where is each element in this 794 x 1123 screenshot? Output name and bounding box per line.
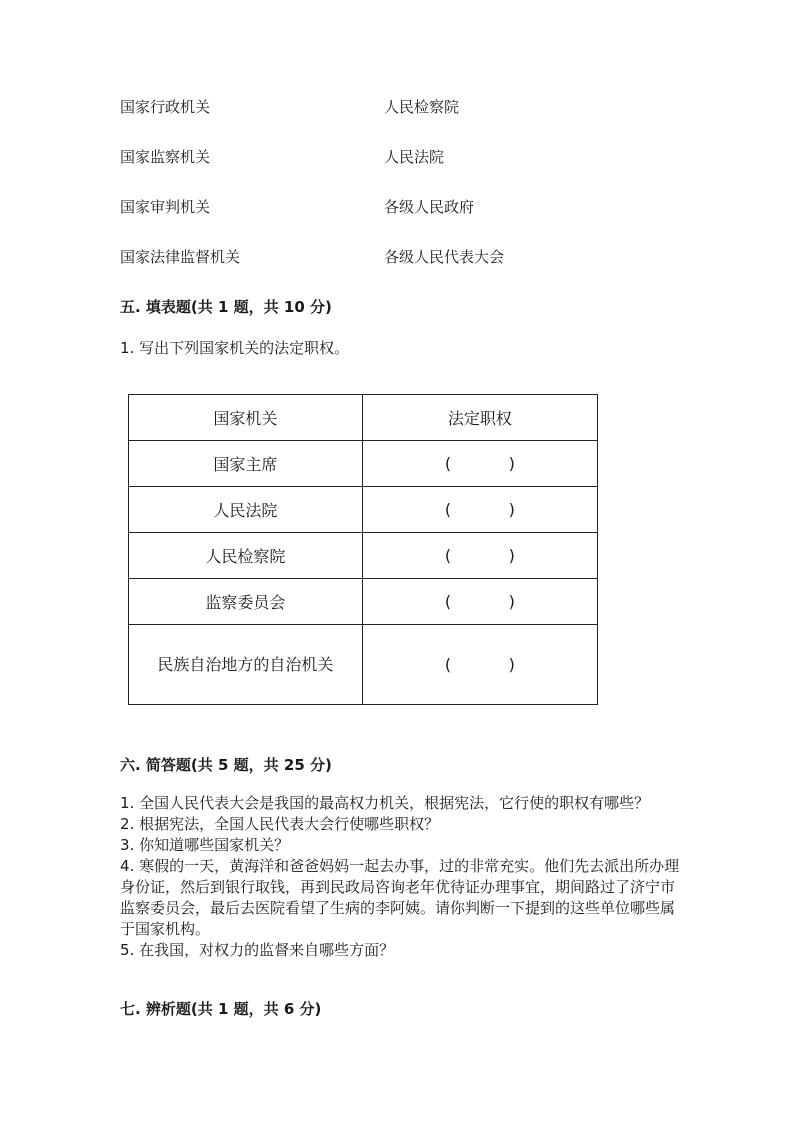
paren-open: ( bbox=[444, 546, 452, 565]
section-5-question: 1. 写出下列国家机关的法定职权。 bbox=[120, 339, 350, 357]
answer-blank[interactable] bbox=[362, 625, 597, 705]
paren-close: ) bbox=[508, 655, 515, 674]
matching-left-item: 国家审判机关 bbox=[120, 198, 211, 216]
matching-right-item: 人民检察院 bbox=[384, 98, 460, 116]
table-row bbox=[129, 441, 598, 487]
table-row bbox=[129, 625, 598, 705]
table-cell-organ bbox=[129, 625, 363, 705]
matching-row bbox=[120, 246, 680, 270]
short-answer-question: 4. 寒假的一天，黄海洋和爸爸妈妈一起去办事，过的非常充实。他们先去派出所办理身份证，然后到银行取钱，再到民政局咨询老年优待证办理事宜，期间路过了济宁市监察委员会，最后去医院看望了生病的李阿姨。请你判断一下提到的这些单位哪些属于国家机构。 bbox=[120, 857, 680, 938]
answer-blank[interactable] bbox=[362, 579, 597, 625]
paren-open: ( bbox=[444, 454, 452, 473]
organ-label-wrapped: 民族自治地方的自治机关 bbox=[157, 654, 334, 674]
section-6-title: 六. 简答题(共 5 题，共 25 分) bbox=[120, 756, 332, 774]
table-cell-organ: 人民检察院 bbox=[129, 533, 363, 579]
paren-close: ) bbox=[508, 546, 515, 565]
matching-row bbox=[120, 196, 680, 220]
paren-close: ) bbox=[508, 500, 515, 519]
matching-row bbox=[120, 96, 680, 120]
matching-left-item: 国家行政机关 bbox=[120, 98, 211, 116]
answer-blank[interactable] bbox=[362, 441, 597, 487]
table-cell-organ: 监察委员会 bbox=[129, 579, 363, 625]
table-cell-organ: 国家主席 bbox=[129, 441, 363, 487]
short-answer-question: 2. 根据宪法，全国人民代表大会行使哪些职权？ bbox=[120, 815, 440, 833]
matching-left-item: 国家法律监督机关 bbox=[120, 248, 241, 266]
table-row bbox=[129, 487, 598, 533]
answer-blank[interactable] bbox=[362, 533, 597, 579]
matching-right-item: 各级人民代表大会 bbox=[384, 248, 505, 266]
short-answer-question: 1. 全国人民代表大会是我国的最高权力机关，根据宪法，它行使的职权有哪些？ bbox=[120, 794, 650, 812]
matching-left-item: 国家监察机关 bbox=[120, 148, 211, 166]
table-header-powers: 法定职权 bbox=[362, 395, 597, 441]
paren-open: ( bbox=[444, 500, 452, 519]
matching-row bbox=[120, 146, 680, 170]
paren-close: ) bbox=[508, 454, 515, 473]
table-row bbox=[129, 533, 598, 579]
table-cell-organ: 人民法院 bbox=[129, 487, 363, 533]
table-row bbox=[129, 579, 598, 625]
short-answer-list bbox=[120, 793, 680, 961]
table-header-row bbox=[129, 395, 598, 441]
short-answer-question: 5. 在我国，对权力的监督来自哪些方面？ bbox=[120, 941, 395, 959]
paren-open: ( bbox=[444, 655, 452, 674]
matching-right-item: 各级人民政府 bbox=[384, 198, 475, 216]
paren-open: ( bbox=[444, 592, 452, 611]
short-answer-question: 3. 你知道哪些国家机关？ bbox=[120, 836, 290, 854]
section-5-title: 五. 填表题(共 1 题，共 10 分) bbox=[120, 298, 332, 316]
answer-blank[interactable] bbox=[362, 487, 597, 533]
paren-close: ) bbox=[508, 592, 515, 611]
table-header-organ: 国家机关 bbox=[129, 395, 363, 441]
section-7-title: 七. 辨析题(共 1 题，共 6 分) bbox=[120, 1000, 322, 1018]
powers-table bbox=[128, 394, 598, 705]
matching-right-item: 人民法院 bbox=[384, 148, 445, 166]
